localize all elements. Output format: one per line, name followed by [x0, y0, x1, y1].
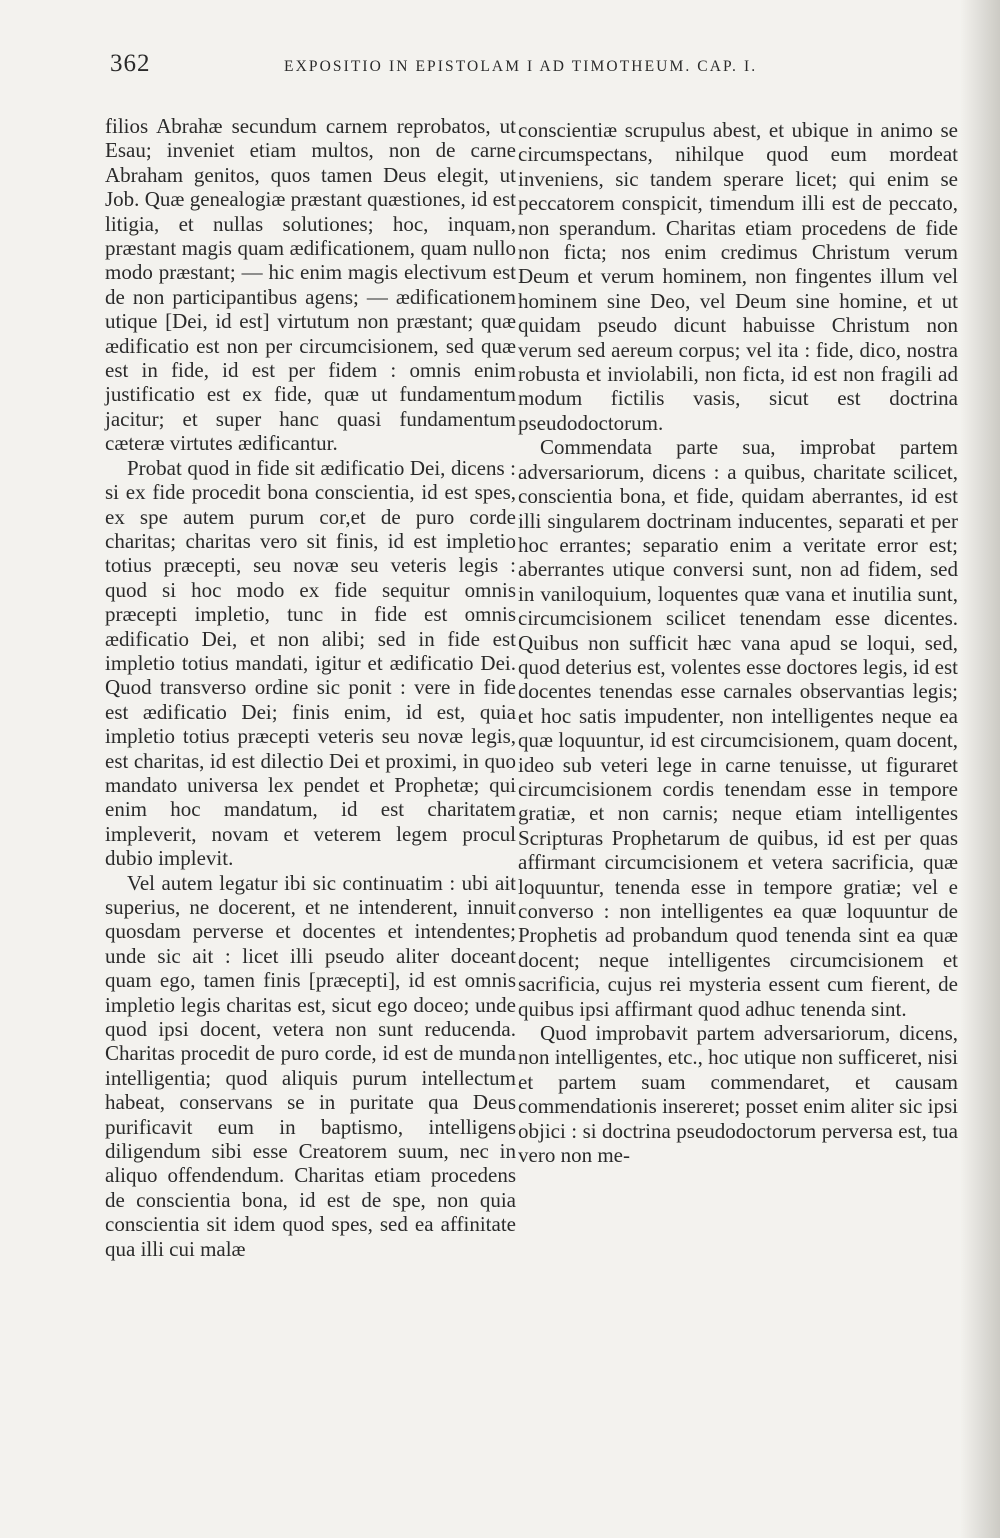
- left-paragraph-3: Vel autem legatur ibi sic continuatim : ubi ait superius, ne docerent, et ne intenderent, innuit quosdam perverse et docentes et intendentes; unde sic ait : licet illi pseudo aliter doceant quam ego, tamen finis [præcepti], id est omnis impletio legis charitas est, sicut ego doceo; unde quod ipsi docent, vetera non sunt reducenda. Charitas procedit de puro corde, id est de munda intelligentia; quod aliquis purum intellectum habeat, conservans se in puritate qua Deus purificavit eum in baptismo, intelligens diligendum sibi esse Creatorem suum, nec in aliquo offendendum. Charitas etiam procedens de conscientia bona, id est de spe, non quia conscientia sit idem quod spes, sed ea affinitate qua illi cui malæ: [105, 870, 516, 1261]
- page-number: 362: [110, 50, 151, 77]
- page-edge-shadow: [960, 0, 1000, 1538]
- left-column: [105, 114, 516, 1261]
- left-paragraph-1: filios Abrahæ secundum carnem reprobatos, ut Esau; inveniet etiam multos, non de carne Abraham genitos, quos tamen Deus elegit, ut Job. Quæ genealogiæ præstant quæstiones, id est litigia, et nullas solutiones; hoc, inquam, præstant magis quam ædificationem, quam nullo modo præstant; — hic enim magis electivum est de non participantibus agens; — ædificationem utique [Dei, id est] virtutum non præstant; quæ ædificatio est non per circumcisionem, sed quæ est in fide, id est per fidem : omnis enim justificatio est ex fide, quæ ut fundamentum jacitur; et super hanc quasi fundamentum cæteræ virtutes ædificantur.: [105, 114, 516, 456]
- page-header: [110, 50, 910, 90]
- left-paragraph-2: Probat quod in fide sit ædificatio Dei, dicens : si ex fide procedit bona conscientia, id est spes, ex spe autem purum cor,et de puro corde charitas; charitas vero sit finis, id est impletio totius præcepti, seu novæ seu veteris legis : quod si hoc modo ex fide sequitur omnis præcepti impletio, tunc in fide est omnis ædificatio Dei, et non alibi; sed in fide est impletio totius mandati, igitur et ædificatio Dei. Quod transverso ordine sic ponit : vere in fide est ædificatio Dei; finis enim, id est, quia impletio totius præcepti veteris seu novæ legis, est charitas, id est dilectio Dei et proximi, in quo mandato universa lex pendet et Prophetæ; qui enim hoc mandatum, id est charitatem impleverit, novam et veterem legem procul dubio implevit.: [105, 455, 516, 871]
- right-paragraph-2: Commendata parte sua, improbat partem adversariorum, dicens : a quibus, charitate scilicet, conscientia bona, et fide, quidam aberrantes, id est illi singularem doctrinam inducentes, separati et per hoc errantes; separatio enim a veritate error est; aberrantes utique conversi sunt, non ad fidem, sed in vaniloquium, loquentes quæ vana et inutilia sunt, circumcisionem scilicet tenendam esse dicentes. Quibus non sufficit hæc vana apud se loqui, sed, quod deterius est, volentes esse doctores legis, id est docentes tenendas esse carnales observantias legis; et hoc satis impudenter, non intelligentes neque ea quæ loquuntur, id est circumcisionem, quam docent, ideo sub veteri lege in carne tenuisse, ut figuraret circumcisionem cordis tenendam esse in tempore gratiæ, et non carnis; neque etiam intelligentes Scripturas Prophetarum de quibus, id est per quas affirmant circumcisionem et vetera sacrificia, quæ loquuntur, tenenda esse in tempore gratiæ; vel e converso : non intelligentes ea quæ loquuntur de Prophetis ad probandum quod tenenda sint ea quæ docent; neque intelligentes circumcisionem et sacrificia, cujus rei mysteria essent cum fierent, de quibus ipsi affirmant quod adhuc tenenda sint.: [518, 435, 958, 1021]
- right-column: [518, 118, 958, 1167]
- right-paragraph-3: Quod improbavit partem adversariorum, dicens, non intelligentes, etc., hoc utique non sufficeret, nisi et partem suam commendaret, et causam commendationis insereret; posset enim aliter sic ipsi objici : si doctrina pseudodoctorum perversa est, tua vero non me-: [518, 1021, 958, 1168]
- running-title: EXPOSITIO IN EPISTOLAM I AD TIMOTHEUM. CAP. I.: [284, 58, 758, 75]
- right-paragraph-1: conscientiæ scrupulus abest, et ubique in animo se circumspectans, nihilque quod eum mordeat inveniens, sic tandem sperare licet; qui enim se peccatorem conspicit, timendum illi est de peccato, non sperandum. Charitas etiam procedens de fide non ficta; nos enim credimus Christum verum Deum et verum hominem, non fingentes illum vel hominem sine Deo, vel Deum sine homine, et ut quidam pseudo dicunt habuisse Christum non verum sed aereum corpus; vel ita : fide, dico, nostra robusta et inviolabili, non ficta, id est non fragili ad modum fictilis vasis, sicut est doctrina pseudodoctorum.: [518, 118, 958, 435]
